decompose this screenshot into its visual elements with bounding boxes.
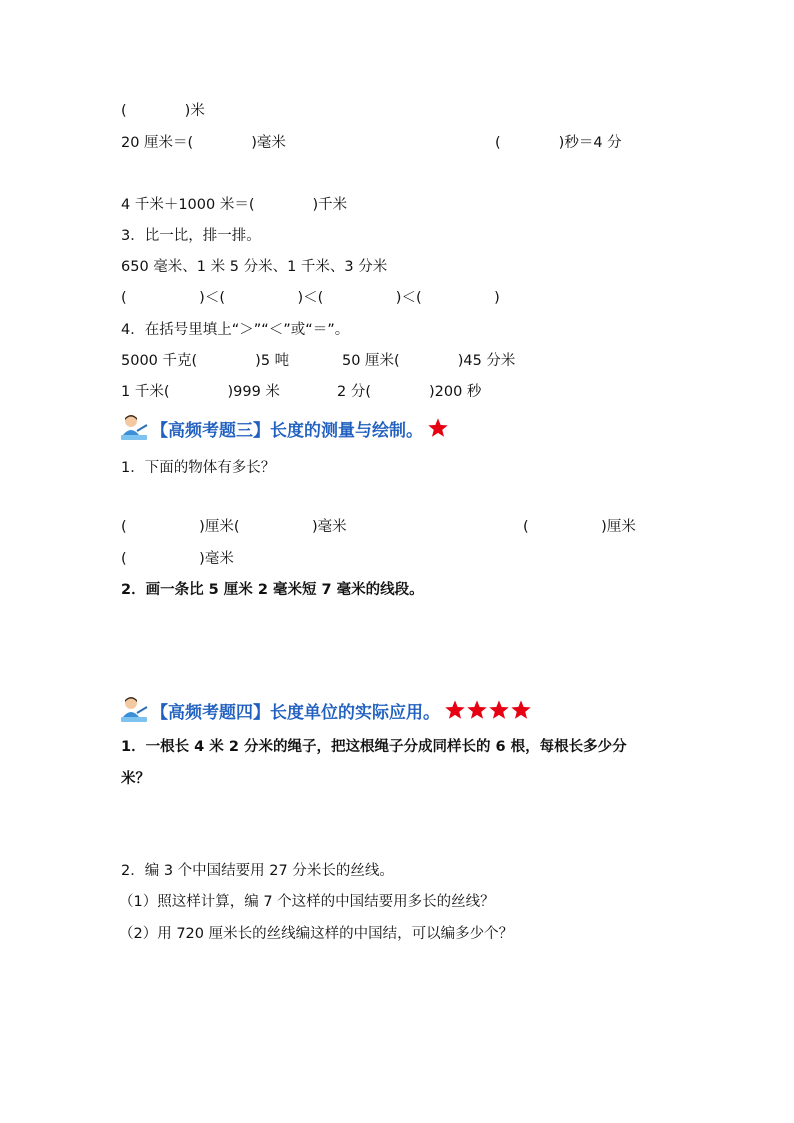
- section-3-heading: [119, 413, 449, 443]
- star-icon: [427, 417, 449, 439]
- fill-line-meters: ( )米: [121, 103, 205, 119]
- section-4-title: 长度单位的实际应用。: [270, 702, 440, 723]
- section-4-question-2-part1: （1）照这样计算，编 7 个这样的中国结要用多长的丝线？: [119, 894, 495, 910]
- question-4-d: 2 分( )200 秒: [337, 384, 482, 400]
- student-avatar-icon: [119, 695, 149, 725]
- question-3-order: ( )＜( )＜( )＜( ): [121, 290, 500, 306]
- section-4-heading: [119, 695, 532, 725]
- section-4-stars: [444, 699, 532, 721]
- section-4-question-2: 2．编 3 个中国结要用 27 分米长的丝线。: [121, 863, 394, 879]
- question-4-c: 1 千米( )999 米: [121, 384, 280, 400]
- section-4-bracket: 【高频考题四】: [151, 702, 270, 723]
- question-4-a: 5000 千克( )5 吨: [121, 353, 290, 369]
- section-3-bracket: 【高频考题三】: [151, 420, 270, 441]
- fill-line-seconds: ( )秒＝4 分: [495, 135, 622, 151]
- star-icon: [510, 699, 532, 721]
- question-4-b: 50 厘米( )45 分米: [342, 353, 516, 369]
- fill-line-cm-to-mm: 20 厘米＝( )毫米: [121, 135, 286, 151]
- section-3-title: 长度的测量与绘制。: [270, 420, 423, 441]
- section-4-question-2-part2: （2）用 720 厘米长的丝线编这样的中国结，可以编多少个？: [119, 926, 514, 942]
- star-icon: [488, 699, 510, 721]
- section-3-stars: [427, 417, 449, 439]
- section-3-question-1: 1．下面的物体有多长？: [121, 460, 276, 476]
- star-icon: [466, 699, 488, 721]
- star-icon: [444, 699, 466, 721]
- section-3-question-2: 2．画一条比 5 厘米 2 毫米短 7 毫米的线段。: [121, 582, 424, 598]
- question-3-title: 3．比一比，排一排。: [121, 228, 261, 244]
- section-4-question-1-line2: 米？: [121, 771, 150, 787]
- fill-line-km: 4 千米＋1000 米＝( )千米: [121, 197, 348, 213]
- section-3-answer-a: ( )厘米( )毫米: [121, 519, 347, 535]
- student-avatar-icon: [119, 413, 149, 443]
- question-4-title: 4．在括号里填上“＞”“＜”或“＝”。: [121, 322, 350, 338]
- question-3-items: 650 毫米、1 米 5 分米、1 千米、3 分米: [121, 259, 388, 275]
- section-4-question-1-line1: 1．一根长 4 米 2 分米的绳子，把这根绳子分成同样长的 6 根，每根长多少分: [121, 739, 627, 755]
- section-3-answer-b: ( )厘米: [523, 519, 636, 535]
- section-3-answer-c: ( )毫米: [121, 551, 234, 567]
